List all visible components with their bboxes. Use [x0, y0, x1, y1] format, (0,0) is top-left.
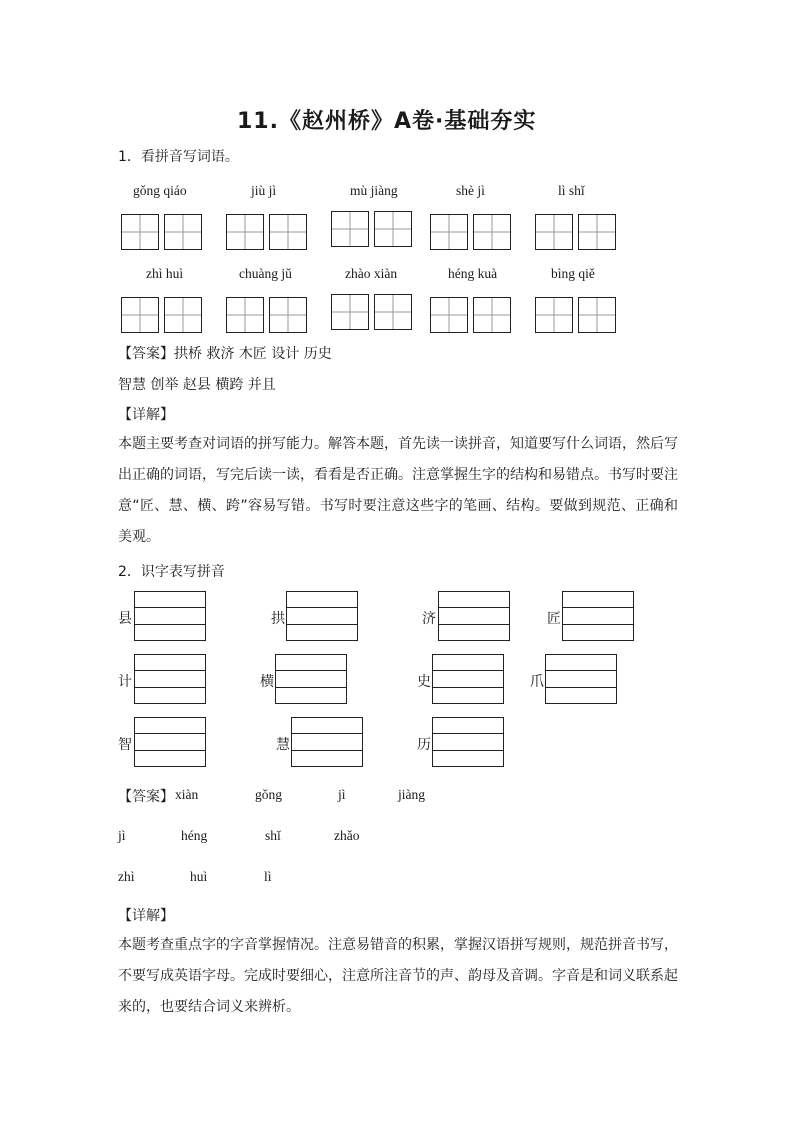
- writing-grid-cell[interactable]: [473, 214, 511, 250]
- detail-text: 本题主要考查对词语的拼写能力。解答本题，首先读一读拼音，知道要写什么词语，然后写出正确的词语，写完后读一读，看看是否正确。注意掌握生字的结构和易错点。书写时要注意“匠、慧、横、跨”容易写错。书写时要注意这些字的笔画、结构。要做到规范、正确和美观。: [118, 436, 678, 545]
- writing-grid-cell[interactable]: [535, 214, 573, 250]
- hanzi-label: 计: [118, 674, 132, 690]
- hanzi-label: 史: [417, 674, 431, 690]
- pinyin-answer: zhǎo: [334, 828, 360, 843]
- pinyin-label: gǒng qiáo: [133, 183, 187, 198]
- answer-words: 智慧 创举 赵县 横跨 并且: [118, 377, 276, 393]
- writing-grid-cell[interactable]: [226, 214, 264, 250]
- pinyin-writing-box[interactable]: [134, 654, 206, 704]
- writing-grid-cell[interactable]: [578, 297, 616, 333]
- pinyin-writing-box[interactable]: [134, 717, 206, 767]
- pinyin-label: zhì huì: [146, 266, 184, 281]
- writing-grid-cell[interactable]: [121, 214, 159, 250]
- hanzi-label: 历: [417, 737, 431, 753]
- pinyin-label: héng kuà: [448, 266, 498, 281]
- pinyin-answer: huì: [190, 869, 208, 884]
- pinyin-label: mù jiàng: [350, 183, 398, 198]
- pinyin-answer: lì: [264, 869, 272, 884]
- pinyin-answer: xiàn: [175, 787, 199, 802]
- pinyin-writing-box[interactable]: [286, 591, 358, 641]
- pinyin-answer: jì: [338, 787, 346, 802]
- pinyin-writing-box[interactable]: [134, 591, 206, 641]
- pinyin-writing-box[interactable]: [438, 591, 510, 641]
- pinyin-answer: shǐ: [265, 828, 281, 843]
- writing-grid-cell[interactable]: [473, 297, 511, 333]
- pinyin-label: bìng qiě: [551, 266, 595, 281]
- writing-grid-cell[interactable]: [269, 297, 307, 333]
- answer-words: 拱桥 救济 木匠 设计 历史: [174, 346, 332, 362]
- detail-label: 【详解】: [118, 908, 174, 924]
- hanzi-label: 慧: [276, 737, 290, 753]
- pinyin-writing-box[interactable]: [432, 654, 504, 704]
- writing-grid-cell[interactable]: [430, 297, 468, 333]
- page-title: 11.《赵州桥》A卷·基础夯实: [237, 109, 537, 134]
- pinyin-label: shè jì: [456, 183, 485, 198]
- pinyin-label: jiù jì: [251, 183, 277, 198]
- question-1-label: 1．看拼音写词语。: [118, 149, 239, 165]
- detail-text: 本题考查重点字的字音掌握情况。注意易错音的积累，掌握汉语拼写规则，规范拼音书写，不要写成英语字母。完成时要细心，注意所注音节的声、韵母及音调。字音是和词义联系起来的，也要结合词义来辨析。: [118, 937, 678, 1015]
- hanzi-label: 横: [260, 674, 274, 690]
- answer-label: 【答案】: [118, 346, 174, 362]
- writing-grid-cell[interactable]: [226, 297, 264, 333]
- pinyin-writing-box[interactable]: [291, 717, 363, 767]
- answer-block: [118, 343, 332, 363]
- pinyin-label: chuàng jǔ: [239, 266, 292, 281]
- hanzi-label: 济: [422, 611, 436, 627]
- answer-label: 【答案】: [118, 789, 174, 805]
- pinyin-answer: jiàng: [398, 787, 425, 802]
- writing-grid-cell[interactable]: [331, 211, 369, 247]
- pinyin-writing-box[interactable]: [275, 654, 347, 704]
- pinyin-answer: zhì: [118, 869, 135, 884]
- writing-grid-cell[interactable]: [164, 297, 202, 333]
- writing-grid-cell[interactable]: [331, 294, 369, 330]
- writing-grid-cell[interactable]: [374, 294, 412, 330]
- hanzi-label: 智: [118, 737, 132, 753]
- writing-grid-cell[interactable]: [269, 214, 307, 250]
- question-2-label: 2．识字表写拼音: [118, 564, 225, 580]
- hanzi-label: 拱: [271, 611, 285, 627]
- pinyin-label: zhào xiàn: [345, 266, 398, 281]
- pinyin-writing-box[interactable]: [545, 654, 617, 704]
- detail-label: 【详解】: [118, 407, 174, 423]
- writing-grid-cell[interactable]: [121, 297, 159, 333]
- pinyin-answer: gǒng: [255, 787, 282, 802]
- writing-grid-cell[interactable]: [164, 214, 202, 250]
- hanzi-label: 匠: [547, 611, 561, 627]
- pinyin-writing-box[interactable]: [562, 591, 634, 641]
- writing-grid-cell[interactable]: [578, 214, 616, 250]
- pinyin-answer: héng: [181, 828, 208, 843]
- writing-grid-cell[interactable]: [535, 297, 573, 333]
- pinyin-label: lì shǐ: [558, 183, 585, 198]
- writing-grid-cell[interactable]: [374, 211, 412, 247]
- hanzi-label: 县: [118, 611, 132, 627]
- hanzi-label: 爪: [530, 674, 544, 690]
- pinyin-writing-box[interactable]: [432, 717, 504, 767]
- pinyin-answer: jì: [118, 828, 126, 843]
- writing-grid-cell[interactable]: [430, 214, 468, 250]
